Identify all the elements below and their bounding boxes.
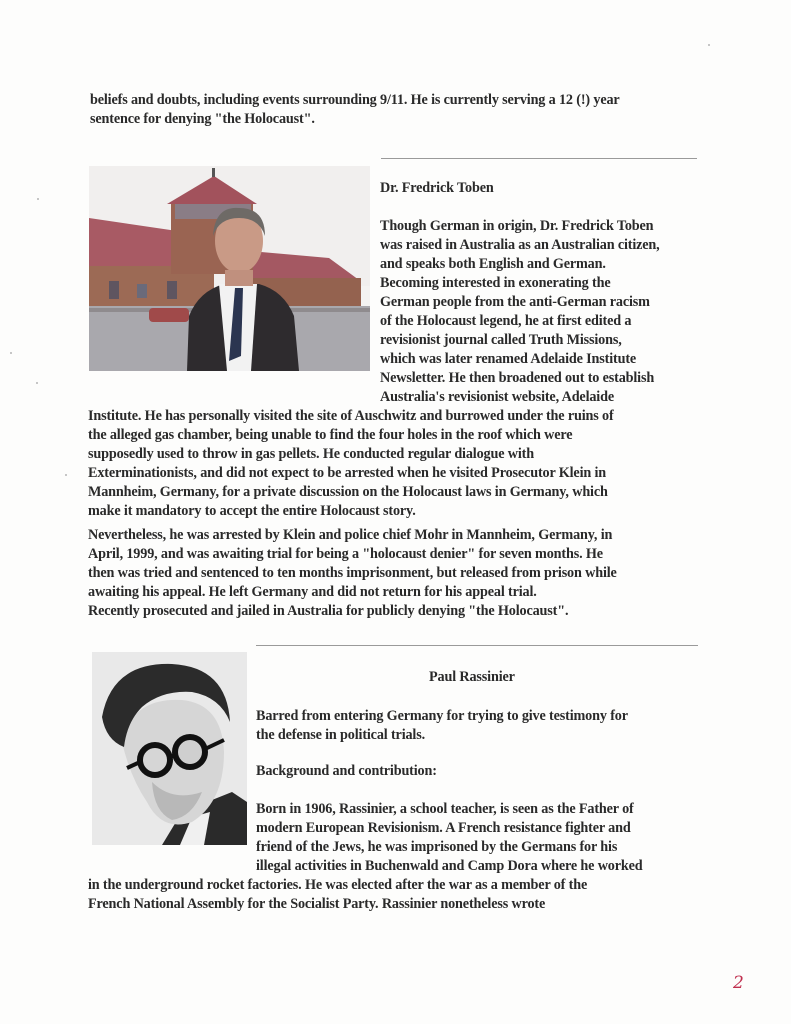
text-line: Exterminationists, and did not expect to be arrested when he visited Prosecutor Klein in	[88, 465, 607, 481]
text-line: modern European Revisionism. A French resistance fighter and	[256, 820, 631, 836]
text-line: revisionist journal called Truth Missions,	[380, 332, 622, 348]
section-title-toben: Dr. Fredrick Toben	[380, 180, 494, 196]
scan-speck	[36, 382, 38, 384]
text-line: which was later renamed Adelaide Institute	[380, 351, 637, 367]
scan-speck	[708, 44, 710, 46]
text-line: was raised in Australia as an Australian citizen,	[380, 237, 660, 253]
text-line: friend of the Jews, he was imprisoned by the Germans for his	[256, 839, 618, 855]
text-line: awaiting his appeal. He left Germany and did not return for his appeal trial.	[88, 584, 537, 600]
rassinier-photo	[92, 652, 247, 845]
text-line: supposedly used to throw in gas pellets. He conducted regular dialogue with	[88, 446, 534, 462]
text-line: of the Holocaust legend, he at first edited a	[380, 313, 632, 329]
toben-photo	[89, 166, 370, 371]
subheading-background: Background and contribution:	[256, 763, 437, 779]
scan-speck	[65, 474, 67, 476]
text-line: Though German in origin, Dr. Fredrick Toben	[380, 218, 654, 234]
text-line: in the underground rocket factories. He was elected after the war as a member of the	[88, 877, 588, 893]
section-divider	[256, 645, 698, 646]
section-divider	[381, 158, 697, 159]
text-line: French National Assembly for the Socialist Party. Rassinier nonetheless wrote	[88, 896, 546, 912]
text-line: German people from the anti-German racism	[380, 294, 650, 310]
text-line: Becoming interested in exonerating the	[380, 275, 611, 291]
page-number: 2	[733, 973, 744, 993]
text-line: Nevertheless, he was arrested by Klein and police chief Mohr in Mannheim, Germany, in	[88, 527, 613, 543]
text-line: Born in 1906, Rassinier, a school teacher, is seen as the Father of	[256, 801, 634, 817]
text-line: Recently prosecuted and jailed in Australia for publicly denying "the Holocaust".	[88, 603, 569, 619]
text-line: Mannheim, Germany, for a private discussion on the Holocaust laws in Germany, which	[88, 484, 608, 500]
text-line: Australia's revisionist website, Adelaide	[380, 389, 614, 405]
intro-line: beliefs and doubts, including events surrounding 9/11. He is currently serving a 12 (!) year	[90, 92, 620, 108]
section-title-rassinier: Paul Rassinier	[429, 669, 515, 685]
toben-photo-image	[89, 166, 370, 371]
scan-speck	[37, 198, 39, 200]
text-line: then was tried and sentenced to ten months imprisonment, but released from prison while	[88, 565, 617, 581]
text-line: Barred from entering Germany for trying to give testimony for	[256, 708, 628, 724]
intro-line: sentence for denying "the Holocaust".	[90, 111, 315, 127]
text-line: the alleged gas chamber, being unable to find the four holes in the roof which were	[88, 427, 573, 443]
rassinier-photo-image	[92, 652, 247, 845]
text-line: Institute. He has personally visited the site of Auschwitz and burrowed under the ruins of	[88, 408, 614, 424]
text-line: make it mandatory to accept the entire Holocaust story.	[88, 503, 416, 519]
text-line: April, 1999, and was awaiting trial for being a "holocaust denier" for seven months. He	[88, 546, 603, 562]
text-line: and speaks both English and German.	[380, 256, 606, 272]
text-line: illegal activities in Buchenwald and Camp Dora where he worked	[256, 858, 643, 874]
scan-speck	[10, 352, 12, 354]
text-line: Newsletter. He then broadened out to establish	[380, 370, 655, 386]
text-line: the defense in political trials.	[256, 727, 425, 743]
